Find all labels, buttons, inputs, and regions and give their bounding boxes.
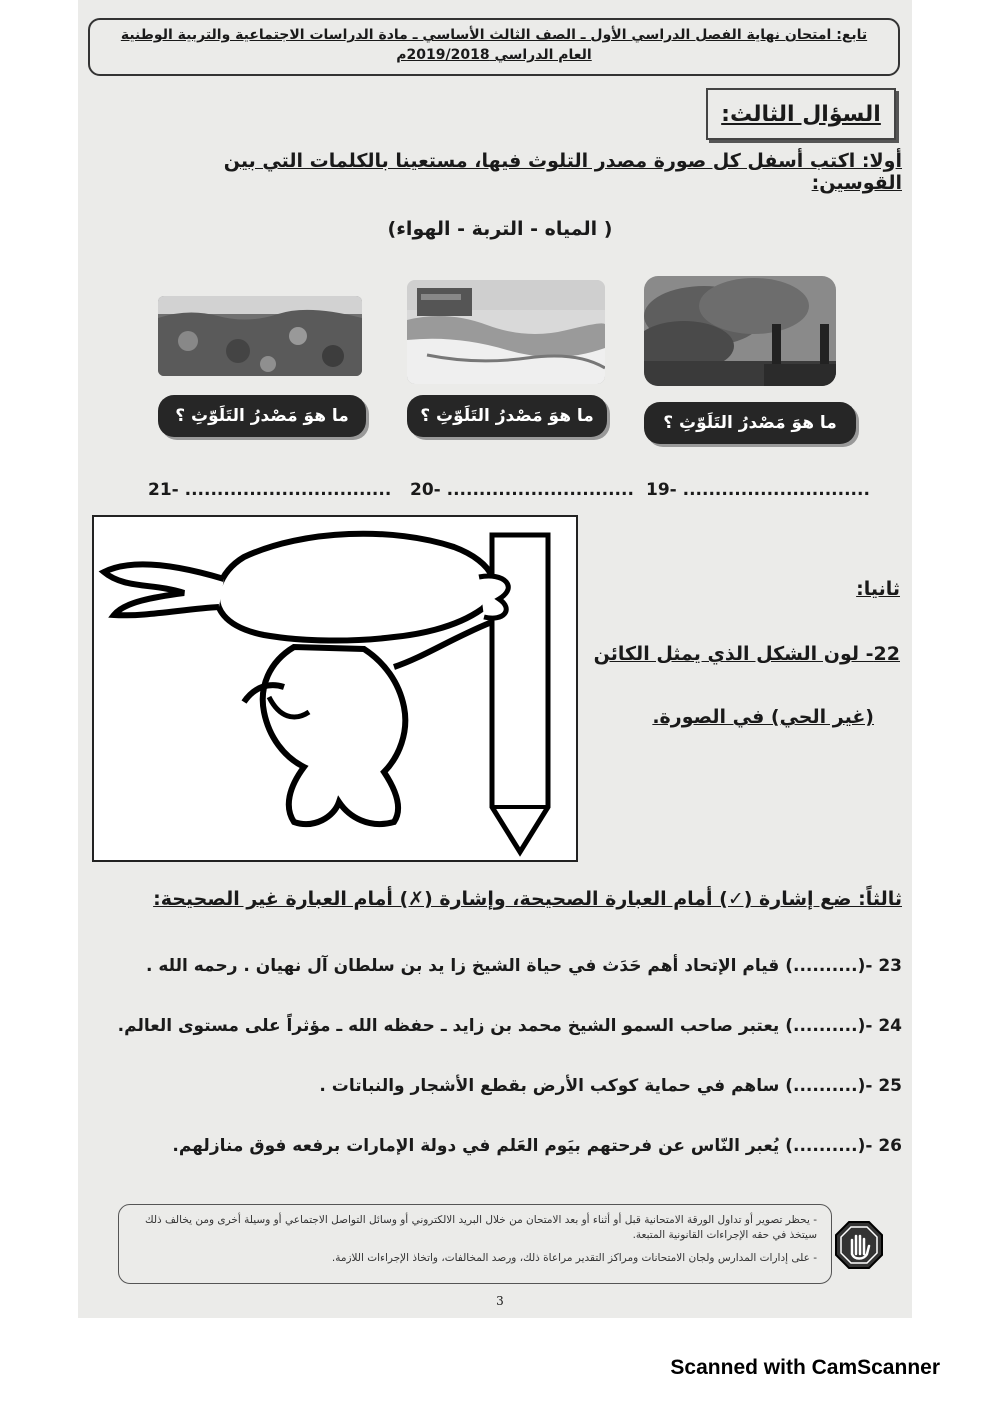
page-number: 3 [496,1294,504,1308]
header-year: العام الدراسي 2019/2018م [396,47,592,63]
statement-23: 23 -(..........) قيام الإتحاد أهم حَدَث في حياة الشيخ زا يد بن سلطان آل نهيان . رحمه الله . [145,956,902,976]
footer-notice [118,1204,832,1284]
pill-20: ما هوَ مَصْدرُ التَلَوّثِ ؟ [407,395,607,437]
coloring-figure [92,515,578,862]
statement-26: 26 -(..........) يُعبر النّاس عن فرحتهم بيَوم العَلم في دولة الإمارات برفعه فوق منازلهم. [172,1136,902,1156]
part3-instruction: ثالثاً: ضع إشارة (✓) أمام العبارة الصحيحة، وإشارة (✗) أمام العبارة غير الصحيحة: [153,888,902,910]
smokestacks-photo [644,276,836,386]
exam-header [88,18,900,76]
creature-body [263,647,406,824]
scanner-watermark: Scanned with CamScanner [670,1356,940,1379]
pill-21: ما هوَ مَصْدرُ التَلَوّثِ ؟ [158,395,366,437]
waste-dump-photo [158,296,362,376]
answer-19[interactable]: 19- ............................. [646,480,870,500]
q22-line2: (غير الحي) في الصورة. [652,706,874,728]
statement-24: 24 -(..........) يعتبر صاحب السمو الشيخ محمد بن زايد ـ حفظه الله ـ مؤثراً على مستوى العالم. [117,1016,902,1036]
footer-line1: - يحظر تصوير أو تداول الورقة الامتحانية قبل أو أثناء أو بعد الامتحان من خلال البريد الالكتروني أو وسائل التواصل الاجتماعي أو وسيلة أخرى ومن يخالف ذلك سيتخذ في حقه الإجراءات القانونية المتبعة. [144,1214,817,1241]
polluted-water-photo [407,280,605,384]
q22-line1: 22- لون الشكل الذي يمثل الكائن [593,643,900,665]
answer-20[interactable]: 20- ............................. [410,480,634,500]
statement-25: 25 -(..........) ساهم في حماية كوكب الأرض بقطع الأشجار والنباتات . [319,1076,902,1096]
part2-label: ثانيا: [856,578,900,600]
answer-row [148,480,878,506]
footer-line2: - على إدارات المدارس ولجان الامتحانات ومراكز التقدير مراعاة ذلك، ورصد المخالفات، واتخاذ الإجراءات اللازمة. [331,1252,817,1264]
word-bank: ( المياه - التربة - الهواء) [387,218,613,240]
part1-instruction: أولا: اكتب أسفل كل صورة مصدر التلوث فيها، مستعينا بالكلمات التي بين القوسين: [223,150,902,194]
question-title: السؤال الثالث: [706,88,896,140]
stop-hand-icon [834,1220,884,1270]
header-title: تابع: امتحان نهاية الفصل الدراسي الأول ـ الصف الثالث الأساسي ـ مادة الدراسات الاجتماعية والتربية الوطنية [120,27,868,43]
answer-21[interactable]: 21- ................................ [148,480,392,500]
pill-19: ما هوَ مَصْدرُ التَلَوّثِ ؟ [644,402,856,444]
creature-head [217,534,494,641]
